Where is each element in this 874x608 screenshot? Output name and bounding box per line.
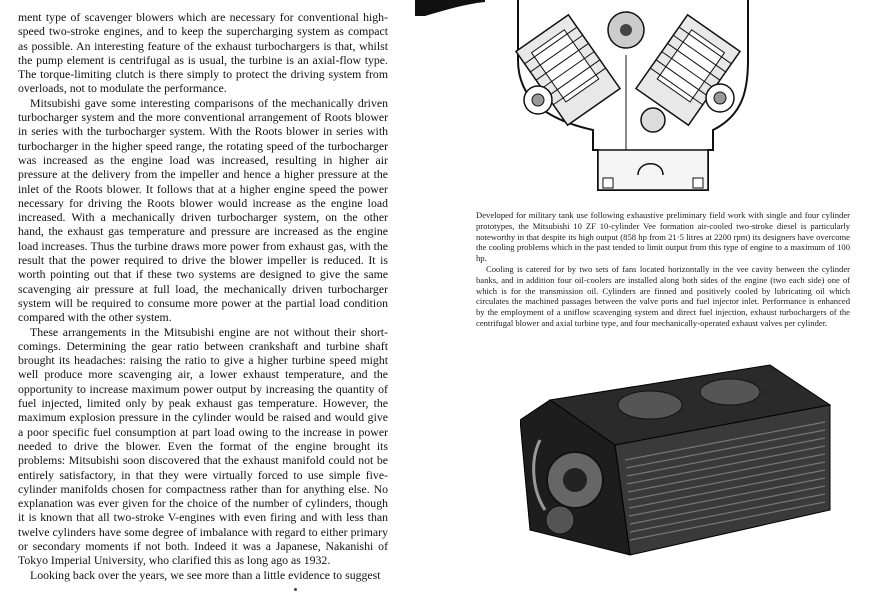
engine-photograph-icon: [520, 360, 840, 570]
figure-caption: [476, 210, 850, 329]
caption-paragraph: Developed for military tank use following exhaustive preliminary field work with single and four cylinder prototypes, the Mitsubishi 10 ZF 10-cylinder Vee formation air-cooled two-stroke diesel is particularly noteworthy in that despite its high output (858 hp from 21·5 litres at 2200 rpm) its designers have overcome the cooling problems which in the past tended to limit output from this type of engine to a maximum of 100 hp.: [476, 210, 850, 264]
paragraph: These arrangements in the Mitsubishi engine are not without their short-comings. Determining the gear ratio between crankshaft and turbine shaft brought its headaches: raising the ratio to give a higher turbine speed might well produce more scavenging air, a lower exhaust temperature, and the opportunity to increase maximum power output by increasing the quantity of fuel injected, limited only by peak exhaust gas temperature. However, the maximum explosion pressure in the cylinder would be raised and would give a poor specific fuel consumption at part load owing to the increase in power needed to drive the blower. Even the format of the engine brought its problems: Mitsubishi soon discovered that the exhaust manifold could not be entirely satisfactory, in that they were virtually forced to use simple five-cylinder manifolds chosen for compactness rather than for anything else. No explanation was ever given for the choice of the number of cylinders, though it is known that all two-stroke V-engines with even firing and with less than twelve cylinders have some degree of imbalance with regard to either primary or secondary moments if not both. Indeed it was a Japanese, Nakanishi of Tokyo Imperial University, who clarified this as long ago as 1932.: [18, 324, 388, 568]
engine-cross-section-drawing-icon: [498, 0, 754, 198]
page-mark: [294, 588, 297, 591]
paragraph: Mitsubishi gave some interesting comparisons of the mechanically driven turbocharger system and the more conventional arrangement of Roots blower in series with the turbocharger system. With the Roots blower in series with turbocharger in the higher speed range, the rotating speed of the turbocharger was increased as the engine load was increased, resulting in higher air pressure at the delivery from the impeller and hence a higher pressure at the inlet of the Roots blower. It follows that at a higher engine speed the power necessary for driving the Roots blower would increase as the engine load increased. With a mechanically driven turbocharger system, on the other hand, the exhaust gas temperature and pressure are increased as the engine load increases. Thus the turbine draws more power from exhaust gas, with the result that the power required to drive the blower impeller is reduced. It is worth pointing out that if these two systems are designed to give the same scavenging air pressure at full load, the mechanically driven turbocharger system will be required to consume more power at the partial load condition compared with the other system.: [18, 95, 388, 325]
paragraph: Looking back over the years, we see more than a little evidence to suggest: [30, 567, 381, 582]
paragraph: ment type of scavenger blowers which are necessary for conventional high-speed two-stroke engines, and to keep the supercharging system as compact as possible. An interesting feature of the exhaust turbochargers is that, whilst the pump element is centrifugal as is usual, the turbine is an axial-flow type. The torque-limiting clutch is there simply to protect the driving system from overloads, not to modulate the performance.: [18, 10, 388, 96]
body-text: [18, 10, 388, 582]
left-page: [0, 0, 425, 608]
caption-paragraph: Cooling is catered for by two sets of fans located horizontally in the vee cavity between the cylinder banks, and in addition four oil-coolers are installed along both sides of the engine (two each side) one of which is for the transmission oil. Cylinders are finned and positively cooled by lubricating oil which circulates the machined passages between the valve ports and fuel injector inlet. Performance is enhanced by the employment of a uniflow scavenging system and direct fuel injection, exhaust turbochargers of the centrifugal blower and axial turbine type, and four mechanically-operated exhaust valves per cylinder.: [476, 263, 850, 328]
